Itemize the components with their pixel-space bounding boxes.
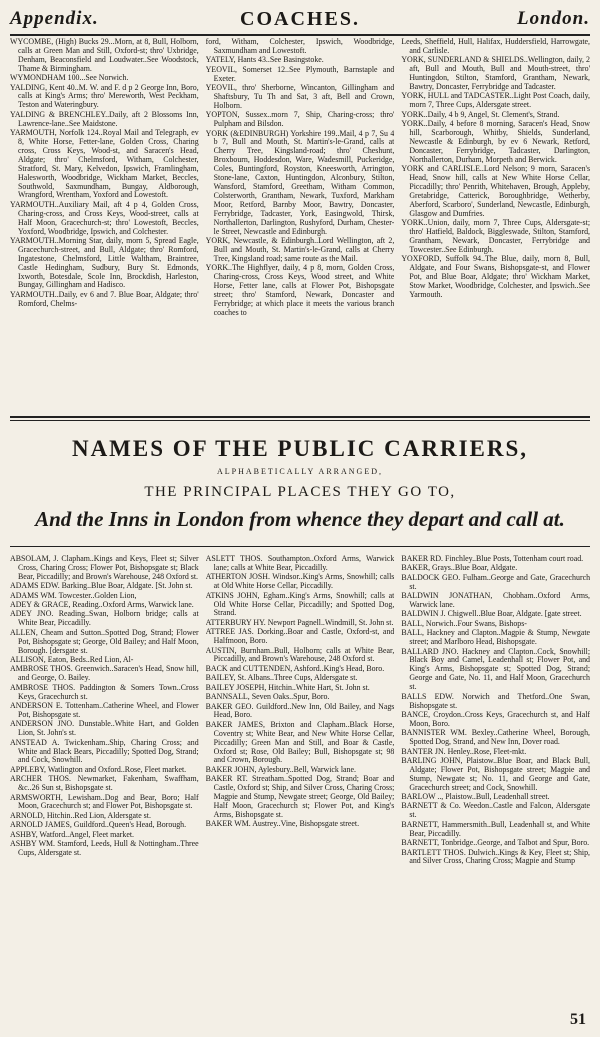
carrier-entry: ATTREE JAS. Dorking..Boar and Castle, Oxford-st, and Halfmoon, Boro.: [205, 627, 395, 646]
subtitle-divider: [10, 546, 590, 547]
carrier-entry: BANNSALL, Seven Oaks..Spur, Boro.: [205, 692, 330, 702]
carrier-entry: ALLISON, Eaton, Beds..Red Lion, Al-: [10, 654, 134, 664]
carrier-entry: BARLOW .., Plaistow..Bull, Leadenhall street.: [401, 792, 550, 802]
carrier-entry: ADEY JNO. Reading..Swan, Holborn bridge; calls at White Bear, Piccadilly.: [10, 609, 199, 628]
coach-entry: YORK, Newcastle, & Edinburgh..Lord Wellington, aft 2, Bull and Mouth, St. Martin's-le-Grand, calls at Cherry Tree, Kingsland road; same route as the Mail.: [205, 235, 395, 263]
carrier-entry: ARNOLD JAMES, Guildford..Queen's Head, Borough.: [10, 820, 187, 830]
coach-entry: YARMOUTH..Auxiliary Mail, aft 4 p 4, Golden Cross, Charing-cross, and Cross Keys, Wood-street, calls at Half Moon, Gracechurch-st; thro' Lowestoft, Beccles, Yoxford, Woodbridge, Ipswich, and Colchester.: [10, 199, 199, 236]
section-divider: [10, 416, 590, 421]
carrier-entry: BALDWIN J. Chigwell..Blue Boar, Aldgate. [gate street.: [401, 609, 582, 619]
carrier-entry: BARLING JOHN, Plaistow..Blue Boar, and Black Bull, Aldgate; Flower Pot, Bishopsgate street; Magpie and Stump, Newgate st; No. 11, and George and Gate, Gracechurch street; and Cock, Snowhill.: [401, 755, 591, 792]
carrier-entry: BAKER GEO. Guildford..New Inn, Old Bailey, and Nags Head, Boro.: [205, 701, 395, 720]
coach-entry: ford, Witham, Colchester, Ipswich, Woodbridge, Saxmundham and Lowestoft.: [205, 38, 395, 55]
coach-entry: WYMONDHAM 100...See Norwich.: [10, 73, 129, 83]
coaches-column-3: [401, 38, 590, 410]
section-title: NAMES OF THE PUBLIC CARRIERS,: [71, 436, 529, 461]
coach-entry: YARMOUTH..Daily, ev 6 and 7. Blue Boar, Aldgate; thro' Romford, Chelms-: [10, 289, 199, 308]
carrier-entry: BANNISTER WM. Bexley..Catherine Wheel, Borough, Spotted Dog, Strand, and New Inn, Dover road.: [401, 728, 591, 747]
carrier-entry: ASLETT THOS. Southampton..Oxford Arms, Warwick lane; calls at White Bear, Piccadilly.: [205, 555, 395, 572]
coach-entry: YALDING & BRENCHLEY..Daily, aft 2 Blossoms Inn, Lawrence-lane..See Maidstone.: [10, 109, 199, 128]
carrier-entry: BAKER WM. Austrey..Vine, Bishopsgate street.: [205, 819, 360, 829]
coach-entry: YORK and CARLISLE..Lord Nelson; 9 morn, Saracen's Head, Snow hill, calls at New White Horse Cellar, Piccadilly; thro' Penrith, Whitehaven, Brough, Appleby, Gretabridge, Catterick, Boroughbridge, Wetherby, Aberford, Scarboro', Sunderland, Newcastle, Edinburgh, Glasgow and Dumfries.: [401, 164, 591, 218]
carrier-entry: AMBROSE THOS. Greenwich..Saracen's Head, Snow hill, and George, O. Bailey.: [10, 664, 199, 683]
carrier-entry: ADAMS WM. Towcester..Golden Lion,: [10, 590, 137, 600]
carrier-entry: BARNETT & Co. Weedon..Castle and Falcon, Aldersgate st.: [401, 801, 591, 820]
carrier-entry: BALLS EDW. Norwich and Thetford..One Swan, Bishopsgate st.: [401, 691, 591, 710]
carrier-entry: BALLARD JNO. Hackney and Clapton..Cock, Snowhill; Black Boy and Camel, Leadenhall st; Flower Pot, and King's Arms, Bishopsgate st; Spotted Dog, Strand; George and Gate, No. 11, and Half Moon, Gracechurch st.: [401, 646, 591, 692]
carrier-entry: BALDWIN JONATHAN, Chobham..Oxford Arms, Warwick lane.: [401, 591, 591, 610]
carriers-listing: [10, 555, 590, 1030]
coach-entry: YARMOUTH, Norfolk 124..Royal Mail and Telegraph, ev 8, White Horse, Fetter-lane, Golden Cross, Charing cross, Cross Keys, Wood-st, and Saracen's Head, Aldgate; thro' Chelmsford, Witham, Colchester, Stratford, St. Mary, Kelvedon, Ipswich, Framlingham, Halesworth, Woodbridge, Wickham Market, Beccles, Southwold, Saxmundham, Bungay, Aldborough, Wrangford, Wrentham, Yoxford and Lowestoft.: [10, 128, 199, 200]
coach-entry: YORK, HULL and TADCASTER..Light Post Coach, daily, morn 7, Three Cups, Aldersgate street.: [401, 91, 591, 110]
carrier-entry: AUSTIN, Burnham..Bull, Holborn; calls at White Bear, Piccadilly, and Brown's Warehouse, 248 Oxford st.: [205, 645, 395, 664]
coach-entry: WYCOMBE, (High) Bucks 29...Morn, at 8, Bull, Holborn, calls at Green Man and Still, Oxford-st; thro' Uxbridge, Denham, Beaconsfield and Loudwater..See Woodstock, Thame & Birmingham.: [10, 38, 199, 73]
carrier-entry: ATTERBURY HY. Newport Pagnell..Windmill, St. John st.: [205, 617, 394, 627]
coach-entry: YALDING, Kent 40..M. W. and F. d p 2 George Inn, Boro, calls at King's Arms; thro' Mereworth, West Peckham, Teston and Wateringbury.: [10, 82, 199, 110]
coaches-listing: [10, 38, 590, 410]
section-subtitle-places: THE PRINCIPAL PLACES THEY GO TO,: [144, 484, 456, 500]
coach-entry: YARMOUTH..Morning Star, daily, morn 5, Spread Eagle, Gracechurch-street, and Bull, Aldgate; thro' Romford, Ingatestone, Chelmsford, Little Waltham, Braintree, Castle Hedingham, Sudbury, Bury St. Edmonds, Ixworth, Botesdale, Scole Inn, Brockdish, Harleston, Bungay, Gillingham and Hadisco.: [10, 235, 199, 290]
carrier-entry: BAKER RT. Streatham..Spotted Dog, Strand; Boar and Castle, Oxford st; Ship, and Silver Cross, Charing Cross; Magpie and Stump, Newgate street; George, Old Bailey; Half Moon, Gracechurch st; Flower Pot, and King's Arms, Bishopsgate st.: [205, 774, 395, 819]
carrier-entry: ADAMS EDW. Barking..Blue Boar, Aldgate. [St. John st.: [10, 581, 193, 591]
coach-entry: YORK (&EDINBURGH) Yorkshire 199..Mail, 4 p 7, Su 4 b 7, Bull and Mouth, St. Martin's-le-Grand, calls at Cherry Tree, Kingsland-road; thro' Cheshunt, Broxbourn, Hoddesdon, Ware, Wadesmill, Puckeridge, Coles, Buntingford, Royston, Kneesworth, Arrington, Stone-lane, Caxton, Huntingdon, Alconbury, Stilton, Wansford, Stamford, Greetham, Witham Common, Colsterworth, Grantham, Newark, Tuxford, Markham Moor, Retford, Barnby Moor, Bawtry, Doncaster, Ferrybridge, Tadcaster, York, Easingwold, Thirsk, Northallerton, Darlington, Rushyford, Durham, Chester-le Street, Newcastle and Edinburgh.: [205, 128, 395, 236]
coaches-column-2: [206, 38, 395, 410]
carrier-entry: ABSOLAM, J. Clapham..Kings and Keys, Fleet st; Silver Cross, Charing Cross; Flower Pot, Bishopsgate st; Black Bear, Piccadilly; and Brown's Warehouse, 248 Oxford st.: [10, 555, 199, 581]
carrier-entry: BAILEY, St. Albans..Three Cups, Aldersgate st.: [205, 673, 358, 683]
carrier-entry: BARNETT, Tonbridge..George, and Talbot and Spur, Boro.: [401, 838, 590, 848]
carrier-entry: BANTER JN. Henley..Rose, Fleet-mkt.: [401, 746, 527, 756]
running-header: [10, 6, 590, 36]
carrier-entry: AMBROSE THOS. Paddington & Somers Town..Cross Keys, Gracechurch st.: [10, 682, 199, 701]
carrier-entry: BARNETT, Hammersmith..Bull, Leadenhall st, and White Bear, Piccadilly.: [401, 819, 591, 838]
carrier-entry: ASHBY, Watford..Angel, Fleet market.: [10, 829, 134, 839]
carrier-entry: BAKER, Grays..Blue Boar, Aldgate.: [401, 563, 518, 573]
coach-entry: YORK, SUNDERLAND & SHIELDS..Wellington, daily, 2 aft, Bull and Mouth, Bull and Mouth-street, thro' Huntingdon, Stilton, Stamford, Grantham, Newark, Bawtry, Doncaster, Ferrybridge and Tadcaster.: [401, 55, 591, 92]
coach-entry: YOPTON, Sussex..morn 7, Ship, Charing-cross; thro' Pulpham and Bilsdon.: [205, 110, 395, 129]
carrier-entry: ARCHER THOS. Newmarket, Fakenham, Swaffham, &c..26 Sun st, Bishopsgate st.: [10, 774, 199, 793]
carrier-entry: ARMSWORTH, Lewisham..Dog and Bear, Boro; Half Moon, Gracechurch st; and Flower Pot, Bishopsgate st.: [10, 792, 199, 811]
coach-entry: Leeds, Sheffield, Hull, Halifax, Huddersfield, Harrowgate, and Carlisle.: [401, 38, 591, 55]
carriers-column-1: [10, 555, 199, 1030]
carrier-entry: ASHBY WM. Stamford, Leeds, Hull & Nottingham..Three Cups, Aldersgate st.: [10, 839, 199, 857]
section-subtitle-arranged: ALPHABETICALLY ARRANGED,: [216, 467, 383, 476]
carrier-entry: BALL, Hackney and Clapton..Magpie & Stump, Newgate street; and Marlboro Head, Bishopsgate.: [401, 628, 591, 647]
carrier-entry: BAKER JOHN, Aylesbury..Bell, Warwick lane.: [205, 764, 356, 774]
carrier-entry: ANSTEAD A. Twickenham..Ship, Charing Cross; and White and Black Bears, Piccadilly; Spotted Dog, Strand; and Cock, Snowhill.: [10, 737, 199, 765]
carriers-column-2: [206, 555, 395, 1030]
section-subtitle-inns: And the Inns in London from whence they depart and call at.: [35, 507, 565, 531]
coach-entry: YEOVIL, Somerset 12..See Plymouth, Barnstaple and Exeter.: [205, 64, 395, 83]
carrier-entry: ATKINS JOHN, Egham..King's Arms, Snowhill; calls at Old White Horse Cellar, Piccadilly; and Spotted Dog, Strand.: [205, 590, 395, 618]
header-right: London.: [517, 8, 590, 29]
carrier-entry: ATHERTON JOSH. Windsor..King's Arms, Snowhill; calls at Old White Horse Cellar, Piccadilly.: [205, 572, 395, 591]
carriers-column-3: [401, 555, 590, 1030]
carrier-entry: ADEY & GRACE, Reading..Oxford Arms, Warwick lane.: [10, 600, 194, 610]
carrier-entry: BANCE, Croydon..Cross Keys, Gracechurch st, and Half Moon, Boro.: [401, 709, 591, 728]
carrier-entry: BARTLETT THOS. Dulwich..Kings & Key, Fleet st; Ship, and Silver Cross, Charing Cross; Magpie and Stump: [401, 847, 591, 866]
coach-entry: YOXFORD, Suffolk 94..The Blue, daily, morn 8, Bull, Aldgate, and Four Swans, Bishopsgate-st, and Flower Pot, and Blue Boar, Aldgate; thro' Wickham Market, Stow Market, Woodbridge, Colchester, and Ipswich..See Yarmouth.: [401, 254, 591, 299]
carrier-entry: BAKER JAMES, Brixton and Clapham..Black Horse, Coventry st; White Bear, and New White Horse Cellar, Piccadilly; Green Man and Still, and Boar & Castle, Oxford st; Rose, Old Bailey; Bull, Bishopsgate st; 98 and Crown, Borough.: [205, 719, 395, 765]
carrier-entry: ANDERSON E. Tottenham..Catherine Wheel, and Flower Pot, Bishopsgate st.: [10, 701, 199, 719]
carrier-entry: BACK and CUTTENDEN, Ashford..King's Head, Boro.: [205, 663, 385, 673]
coach-entry: YEOVIL, thro' Sherborne, Wincanton, Gillingham and Shaftsbury, Tu Th and Sat, 3 aft, Bell and Crown, Holborn.: [205, 83, 395, 110]
carrier-entry: ARNOLD, Hitchin..Red Lion, Aldersgate st.: [10, 810, 151, 820]
carrier-entry: ALLEN, Cheam and Sutton..Spotted Dog, Strand; Flower Pot, Bishopsgate st; George, Old Bailey; and Half Moon, Borough. [dersgate st.: [10, 627, 199, 655]
carrier-entry: BAILEY JOSEPH, Hitchin..White Hart, St. John st.: [205, 682, 370, 692]
coaches-column-1: [10, 38, 199, 410]
carrier-entry: APPLEBY, Watlington and Oxford..Rose, Fleet market.: [10, 764, 187, 774]
carrier-entry: BALL, Norwich..Four Swans, Bishops-: [401, 618, 527, 628]
carrier-entry: BALDOCK GEO. Fulham..George and Gate, Gracechurch st.: [401, 572, 591, 591]
header-center: COACHES.: [240, 8, 360, 30]
page-number: 51: [570, 1011, 586, 1028]
coach-entry: YORK..The Highflyer, daily, 4 p 8, morn, Golden Cross, Charing-cross, Cross Keys, Wood street, and White Horse, Fetter lane, calls at Flower Pot, Bishopsgate street; thro' Stamford, Newark, Doncaster and Ferrybridge; at which place it meets the various branch coaches to: [205, 263, 395, 317]
carrier-entry: BAKER RD. Finchley..Blue Posts, Tottenham court road.: [401, 555, 584, 563]
coach-entry: YORK..Daily, 4 b 9, Angel, St. Clement's, Strand.: [401, 109, 560, 119]
header-left: Appendix.: [10, 8, 99, 29]
coach-entry: YORK..Daily, 4 before 8 morning, Saracen's Head, Snow hill, Scarborough, Whitby, Shields, Sunderland, Newcastle & Edinburgh, by ev 6 Newark, Retford, Doncaster, Ferrybridge, Tadcaster, Darlington, Northallerton, Durham, Morpeth and Berwick.: [401, 119, 591, 164]
coach-entry: YORK..Union, daily, morn 7, Three Cups, Aldersgate-st; thro' Hatfield, Baldock, Biggleswade, Stilton, Stamford, Grantham, Newark, Doncaster, Ferrybridge and Towcester..See Edinburgh.: [401, 218, 591, 254]
coach-entry: YATELY, Hants 43..See Basingstoke.: [205, 55, 324, 65]
carrier-entry: ANDERSON JNO. Dunstable..White Hart, and Golden Lion, St. John's st.: [10, 719, 199, 738]
